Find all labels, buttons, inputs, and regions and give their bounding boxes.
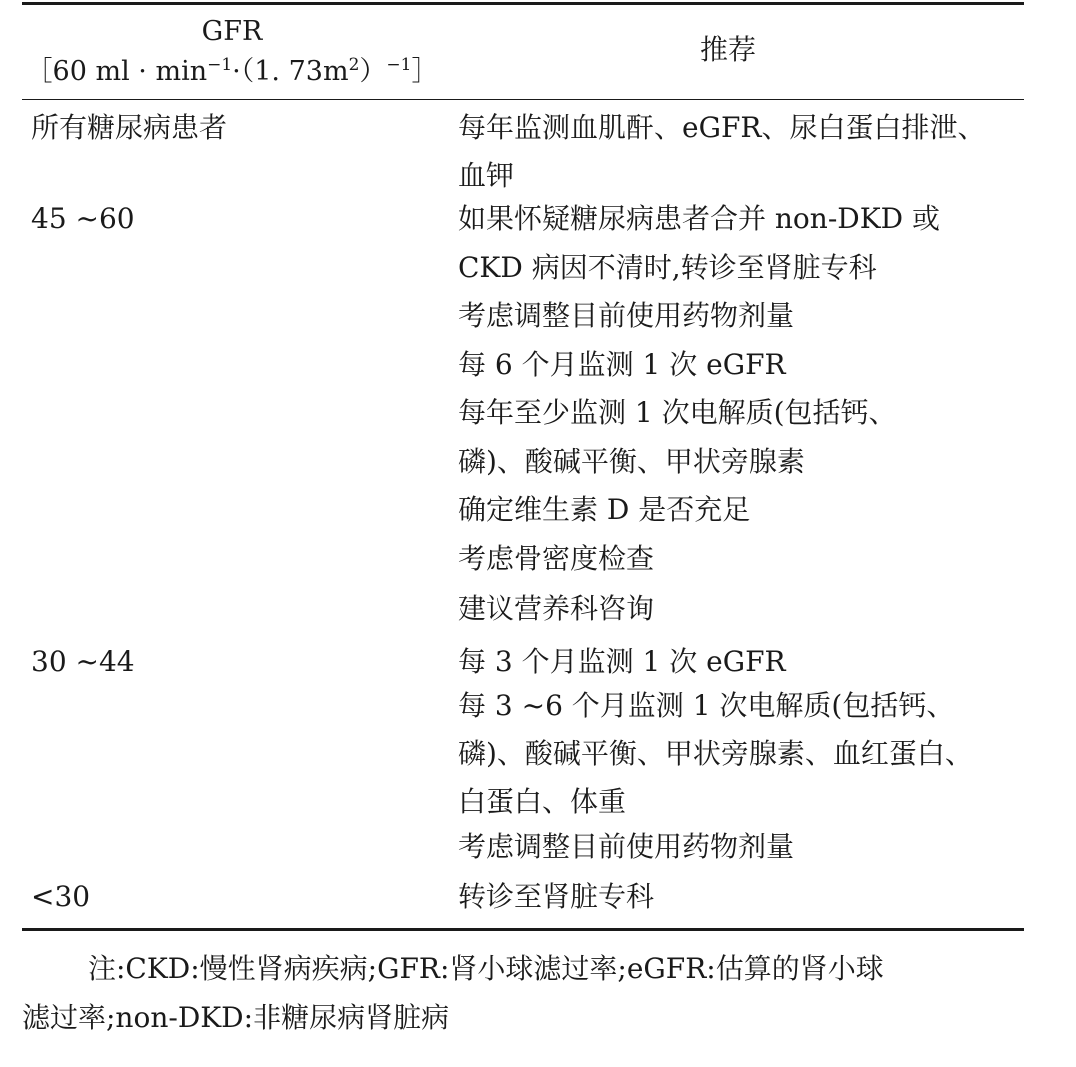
table-row-text: CKD 病因不清时,转诊至肾脏专科 (458, 251, 877, 284)
header-gfr-unit: ［60 ml · $\min^{-1}\cdot(1$. $73m^2)^{-1}]$ (25, 55, 439, 87)
table-row-text: 磷)、酸碱平衡、甲状旁腺素 (458, 445, 805, 478)
table-header-rule (22, 99, 1024, 100)
table-row-text: 每 6 个月监测 1 次 eGFR (458, 348, 786, 381)
table-row-text: 每年至少监测 1 次电解质(包括钙、 (458, 396, 897, 429)
table-bottom-rule (22, 928, 1024, 931)
table-row-text: 每 3 ~6 个月监测 1 次电解质(包括钙、 (458, 689, 955, 722)
table-row-text: 如果怀疑糖尿病患者合并 non-DKD 或 (458, 202, 941, 235)
table-row-text: 考虑骨密度检查 (458, 542, 655, 575)
header-recommendation: 推荐 (700, 33, 757, 66)
table-row-text: 白蛋白、体重 (458, 785, 627, 818)
gfr-cell-all: 所有糖尿病患者 (31, 111, 228, 144)
table-row-text: 建议营养科咨询 (458, 592, 655, 625)
table-row-text: 转诊至肾脏专科 (458, 880, 655, 913)
table-top-rule (22, 2, 1024, 5)
gfr-cell-30-44: 30 ~44 (31, 645, 135, 678)
table-row-text: 考虑调整目前使用药物剂量 (458, 299, 795, 332)
gfr-cell-45-60: 45 ~60 (31, 202, 135, 235)
table-note-line1: 注:CKD:慢性肾病疾病;GFR:肾小球滤过率;eGFR:估算的肾小球 (88, 952, 884, 985)
table-row-text: 每年监测血肌酐、eGFR、尿白蛋白排泄、 (458, 111, 986, 144)
table-note-line2: 滤过率;non-DKD:非糖尿病肾脏病 (22, 1001, 450, 1034)
table-row-text: 确定维生素 D 是否充足 (458, 493, 751, 526)
header-gfr (22, 12, 442, 92)
table-row-text: 血钾 (458, 159, 515, 192)
table-row-text: 考虑调整目前使用药物剂量 (458, 830, 795, 863)
gfr-cell-lt30: <30 (31, 880, 91, 913)
table-row-text: 磷)、酸碱平衡、甲状旁腺素、血红蛋白、 (458, 737, 973, 770)
header-gfr-title: GFR (201, 16, 263, 47)
table-row-text: 每 3 个月监测 1 次 eGFR (458, 645, 786, 678)
